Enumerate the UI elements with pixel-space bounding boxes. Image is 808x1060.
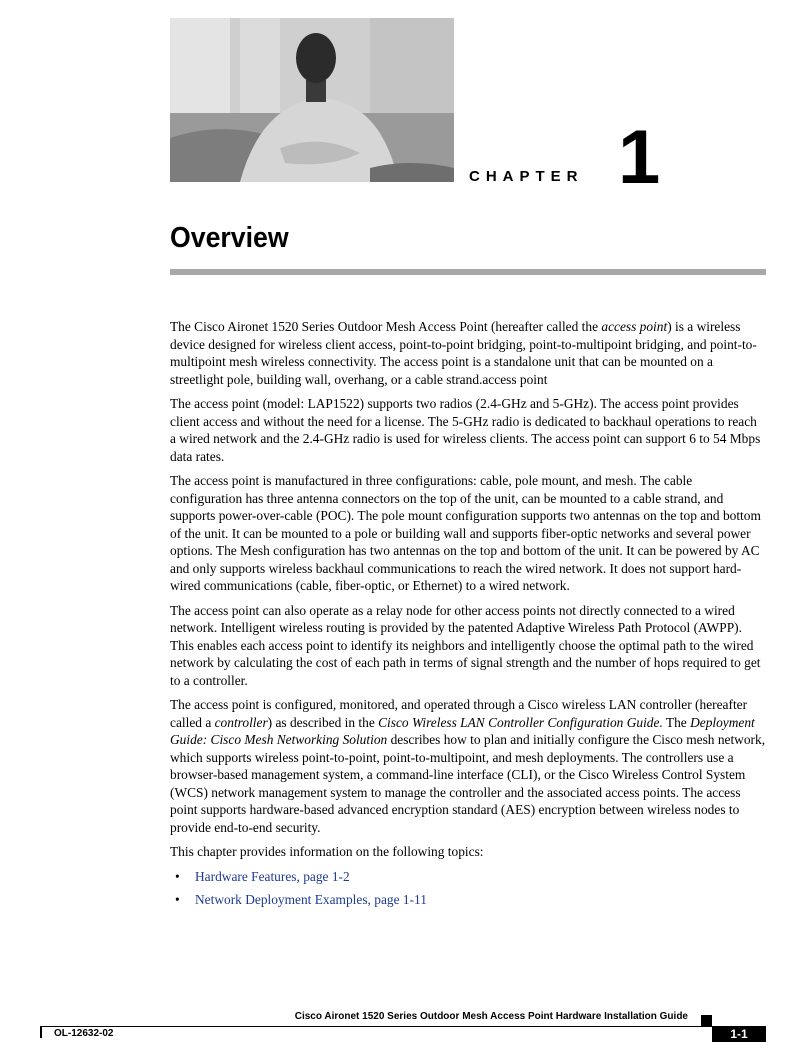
paragraph: The access point is configured, monitored, and operated through a Cisco wireless LAN controller (hereafter called a controller) as described in the Cisco Wireless LAN Controller Configuration Guide. The Deployment Guide: Cisco Mesh Networking Solution describes how to plan and initially configure the Cisco mesh network, which supports wireless point-to-point, point-to-multipoint, and mesh deployments. The controllers use a browser-based management system, a command-line interface (CLI), or the Cisco Wireless Control System (WCS) network management system to manage the controller and the associated access points. The access point supports hardware-based advanced encryption standard (AES) encryption between wireless nodes to provide end-to-end security. (170, 697, 766, 835)
paragraph: The access point can also operate as a relay node for other access points not directly connected to a wired network. Intelligent wireless routing is provided by the patented Adaptive Wireless Path Protocol (AWPP). This enables each access point to identify its neighbors and intelligently choose the optimal path to the wired network by calculating the cost of each path in terms of signal strength and the number of hops required to get to a controller. (170, 602, 761, 688)
footer-marker (40, 1026, 42, 1038)
footer-guide-title: Cisco Aironet 1520 Series Outdoor Mesh Access Point Hardware Installation Guide (294, 1011, 688, 1022)
paragraph: The Cisco Aironet 1520 Series Outdoor Mesh Access Point (hereafter called the access point) is a wireless device designed for wireless client access, point-to-point bridging, point-to-multipoint bridging, and point-to-multipoint mesh wireless connectivity. The access point is a standalone unit that can be mounted on a streetlight pole, building wall, overhang, or a cable strand.access point (170, 319, 757, 387)
footer-square-mark (701, 1015, 712, 1026)
paragraph: The access point (model: LAP1522) supports two radios (2.4-GHz and 5-GHz). The access point provides client access and without the need for a license. The 5-GHz radio is dedicated to backhaul operations to reach a wired network and the 2.4-GHz radio is used for wireless clients. The access point can support 6 to 54 Mbps data rates. (170, 396, 761, 464)
footer-rule (40, 1026, 766, 1027)
bullet: • (175, 868, 180, 884)
chapter-photo (170, 18, 454, 182)
chapter-label: CHAPTER (469, 168, 584, 185)
list-item (170, 868, 766, 886)
photo-illustration (170, 18, 454, 182)
bullet: • (175, 892, 180, 907)
footer-doc-number: OL-12632-02 (54, 1028, 114, 1039)
paragraph: This chapter provides information on the following topics: (170, 844, 484, 859)
page-title: Overview (170, 222, 289, 254)
page-number: 1-1 (712, 1026, 766, 1042)
paragraph: The access point is manufactured in three configurations: cable, pole mount, and mesh. The cable configuration has three antenna connectors on the top of the unit, can be mounted to a cable strand, and supports power-over-cable (POC). The pole mount configuration supports two antennas on the top and bottom of the unit. It can be mounted to a pole or building wall and supports fiber-optic networks and several power options. The Mesh configuration has two antennas on the top and bottom of the unit. It can be powered by AC and only supports wireless backhaul communications to reach the wired network. It does not support hard-wired communications (cable, fiber-optic, or Ethernet) to a wired network. (170, 473, 761, 593)
topic-link-hardware-features[interactable]: Hardware Features, page 1-2 (195, 868, 350, 884)
title-rule (170, 269, 766, 275)
topic-link-network-deployment-examples[interactable]: Network Deployment Examples, page 1-11 (195, 892, 427, 907)
body-text (170, 318, 766, 915)
topic-list (170, 868, 766, 909)
chapter-number: 1 (618, 115, 661, 200)
list-item (170, 891, 766, 909)
